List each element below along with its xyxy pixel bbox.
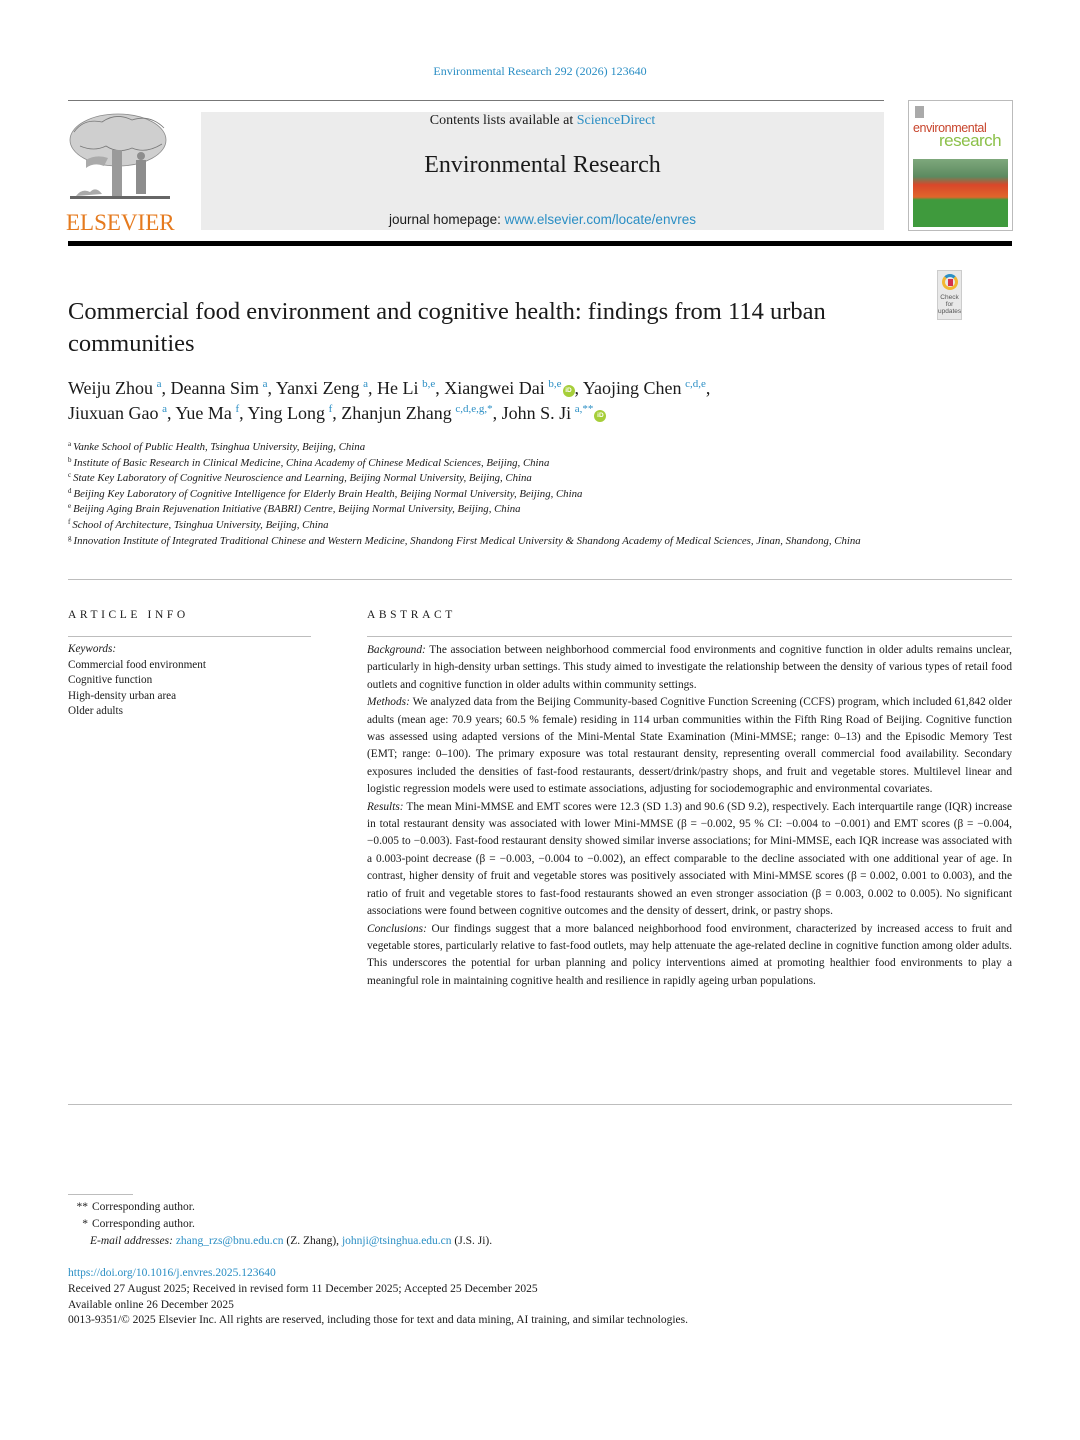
section-text: We analyzed data from the Beijing Community-based Cognitive Function Screening (CCFS) program, which included 61,842 older adults (mean age: 70.9 years; 60.5 % female) residing in 114 urban communities within the Fifth Ring Road of Beijing. Cognitive function was assessed using adapted versions of the Mini-Mental State Examination (Mini-MMSE; range: 0–13) and the Episodic Memory Test (EMT; range: 0–100). The primary exposure was total restaurant density, representing overall commercial food availability. Secondary exposures included the densities of fast-food restaurants, dessert/drink/pastry shops, and fruit and vegetable stores. Multilevel linear and logistic regression models were used to estimate associations, adjusting for sociodemographic and environmental covariates.: [367, 696, 1012, 796]
author[interactable]: [583, 378, 706, 398]
author-name: Jiuxuan Gao: [68, 403, 159, 423]
section-label: Conclusions:: [367, 922, 427, 935]
section-label: Results:: [367, 800, 404, 813]
article-info-heading: ARTICLE INFO: [68, 609, 189, 621]
affiliation-marker[interactable]: a: [156, 378, 162, 390]
check-for-updates-button[interactable]: [937, 270, 962, 320]
author[interactable]: [175, 403, 239, 423]
keywords-block: [68, 642, 313, 720]
doi-link[interactable]: https://doi.org/10.1016/j.envres.2025.123640: [68, 1267, 276, 1279]
affiliation-text: Innovation Institute of Integrated Traditional Chinese and Western Medicine, Shandong First Medical University & Shandong Academy of Medical Sciences, Jinan, Shandong, China: [73, 534, 861, 547]
journal-masthead: [201, 112, 884, 230]
abstract-background: [367, 642, 1012, 694]
section-text: Our findings suggest that a more balanced neighborhood food environment, characterized by increased access to fruit and vegetable stores, particularly relative to fast-food outlets, may help attenuate the age-related decline in cognitive function among older adults. This underscores the potential for urban planning and policy interventions aimed at promoting healthier food environments to play a meaningful role in maintaining cognitive health and resilience in rapidly ageing urban populations.: [367, 922, 1012, 987]
footnote-text: Corresponding author.: [92, 1218, 195, 1230]
contents-prefix: Contents lists available at: [429, 113, 577, 128]
running-head[interactable]: [0, 64, 1080, 79]
journal-homepage-line: [201, 212, 884, 227]
header-thick-rule: [68, 241, 1012, 246]
journal-citation-link[interactable]: Environmental Research 292 (2026) 123640: [433, 64, 647, 78]
author[interactable]: [68, 403, 167, 423]
abstract-results: [367, 799, 1012, 921]
affiliation-item: [68, 534, 888, 550]
affiliation-item: [68, 487, 888, 503]
abstract-heading: ABSTRACT: [367, 609, 456, 621]
article-info-rule: [68, 636, 311, 637]
elsevier-logo[interactable]: [66, 110, 178, 235]
journal-cover-thumbnail[interactable]: [908, 100, 1013, 231]
affiliation-key: b: [68, 455, 72, 464]
cover-image: [913, 159, 1008, 227]
footnote-item: [68, 1199, 968, 1216]
copyright-line: 0013-9351/© 2025 Elsevier Inc. All rights are reserved, including those for text and data mining, AI training, and similar technologies.: [68, 1314, 689, 1327]
affiliation-marker[interactable]: a,**: [574, 403, 594, 415]
author[interactable]: [171, 378, 268, 398]
author[interactable]: [68, 378, 162, 398]
author-name: Xiangwei Dai: [444, 378, 545, 398]
orcid-icon[interactable]: iD: [594, 410, 606, 422]
affiliation-item: [68, 471, 888, 487]
available-online-date: Available online 26 December 2025: [68, 1298, 234, 1311]
author-list: Weiju Zhou $^a$, Deanna Sim $^a$, Yanxi Zeng $^a$, He Li $^{b,e}$, Xiangwei Dai $^{b,e}$iD , Yaojing Chen $^{c,d,e}$, Jiuxuan Gao $^a$, Yue Ma $^f$, Ying Long $^f$, Zhanjun Zhang $^{c,d,e,g,*}$, John S. Ji $^{a,**}$iD: [68, 378, 711, 423]
affiliation-item: [68, 440, 888, 456]
affiliation-key: c: [68, 471, 72, 480]
abstract-conclusions: [367, 921, 1012, 991]
cover-title-line2: research: [939, 131, 1002, 150]
author-name: Yaojing Chen: [582, 378, 682, 398]
abstract-rule: [367, 636, 1012, 637]
author[interactable]: [502, 403, 607, 423]
affiliation-text: Beijing Aging Brain Rejuvenation Initiative (BABRI) Centre, Beijing Normal University, Beijing, China: [73, 503, 521, 516]
affiliation-marker[interactable]: a: [363, 378, 369, 390]
affiliation-marker[interactable]: a: [262, 378, 268, 390]
crossmark-icon: [942, 274, 958, 290]
contents-line: [201, 113, 884, 129]
author[interactable]: [444, 378, 574, 398]
section-label: Methods:: [367, 696, 410, 709]
affiliation-marker[interactable]: f: [328, 403, 333, 415]
affiliation-key: a: [68, 440, 72, 448]
publication-info: [68, 1266, 968, 1329]
keyword-item: Older adults: [68, 705, 123, 718]
journal-title: Environmental Research: [424, 152, 661, 178]
elsevier-tree-icon: [66, 110, 174, 206]
author-name: Yue Ma: [175, 403, 232, 423]
author-name: John S. Ji: [501, 403, 572, 423]
author-name: Deanna Sim: [170, 378, 260, 398]
footnote-mark: *: [82, 1218, 88, 1230]
section-label: Background:: [367, 644, 426, 656]
affiliation-marker[interactable]: a: [162, 403, 167, 415]
article-title: Commercial food environment and cognitive health: findings from 114 urban communities: [68, 298, 826, 357]
footnote-text: Corresponding author.: [92, 1201, 195, 1213]
affiliation-marker[interactable]: b,e: [548, 378, 562, 390]
author-name: Yanxi Zeng: [275, 378, 360, 398]
affiliation-item: [68, 456, 888, 472]
affiliation-key: g: [68, 533, 72, 542]
author-name: He Li: [377, 378, 419, 398]
author-name: Zhanjun Zhang: [341, 403, 452, 423]
affiliation-item: [68, 518, 888, 534]
affiliation-marker[interactable]: b,e: [422, 378, 436, 390]
affiliation-key: e: [68, 502, 72, 511]
orcid-icon[interactable]: iD: [563, 385, 575, 397]
keyword-item: Commercial food environment: [68, 658, 206, 671]
email-owner: (J.S. Ji).: [451, 1235, 493, 1247]
footnote-item: [68, 1216, 968, 1233]
email-label: E-mail addresses:: [90, 1235, 173, 1247]
author[interactable]: [377, 378, 435, 398]
abstract-end-rule: [68, 1104, 1012, 1105]
homepage-prefix: journal homepage:: [389, 212, 505, 227]
author[interactable]: [247, 403, 332, 423]
keyword-item: Cognitive function: [68, 674, 153, 687]
section-text: The mean Mini-MMSE and EMT scores were 12.3 (SD 1.3) and 90.6 (SD 9.2), respectively. Each interquartile range (IQR) increase in total restaurant density was associated with lower Mini-MMSE (β = −0.002, 95 % CI: −0.004 to −0.001) and EMT scores (β = −0.004, −0.005 to −0.003). Fast-food restaurant density showed similar inverse associations; for Mini-MMSE, each IQR increase was associated with a 0.003-point decrease (β = −0.003, −0.004 to −0.002), an effect comparable to the decline associated with one additional year of age. In contrast, higher density of fruit and vegetable stores was positively associated with Mini-MMSE scores (β = 0.002, 0.001 to 0.003), and the ratio of fruit and vegetable stores to fast-food restaurants showed an even stronger association (β = 0.003, 0.002 to 0.005). No significant associations were found between cognitive outcomes and the density of dessert, drink, or pastry shops.: [367, 800, 1012, 918]
email-owner: (Z. Zhang),: [283, 1235, 342, 1247]
elsevier-wordmark: ELSEVIER: [66, 210, 175, 235]
journal-homepage-link[interactable]: www.elsevier.com/locate/envres: [504, 212, 696, 227]
affiliation-text: State Key Laboratory of Cognitive Neuroscience and Learning, Beijing Normal University, Beijing, China: [73, 472, 532, 485]
affiliation-marker[interactable]: f: [235, 403, 240, 415]
header-top-rule: [68, 100, 884, 101]
section-text: The association between neighborhood commercial food environments and cognitive function in older adults remains unclear, particularly in high-density urban settings. This study aimed to investigate the relationship between the density of various types of retail food outlets and cognitive function in older adults within community settings.: [367, 644, 1012, 691]
author-name: Ying Long: [247, 403, 325, 423]
affiliation-text: Institute of Basic Research in Clinical Medicine, China Academy of Chinese Medical Sciences, Beijing, China: [73, 456, 550, 469]
keywords-label: Keywords:: [68, 643, 117, 655]
email-link-zhang[interactable]: zhang_rzs@bnu.edu.cn: [175, 1235, 284, 1247]
affiliation-marker[interactable]: c,d,e,g,*: [455, 403, 493, 415]
history-dates: Received 27 August 2025; Received in revised form 11 December 2025; Accepted 25 December 2025: [68, 1282, 538, 1295]
author-name: Weiju Zhou: [68, 378, 154, 398]
cover-title-line1: environmental: [913, 121, 987, 135]
abstract-methods: [367, 694, 1012, 798]
affiliation-key: d: [68, 486, 72, 495]
author[interactable]: [341, 403, 492, 423]
check-for-updates-label: Check for updates: [938, 294, 962, 315]
footnotes: [68, 1199, 968, 1250]
email-link-ji[interactable]: johnji@tsinghua.edu.cn: [341, 1235, 452, 1247]
affiliation-text: Beijing Key Laboratory of Cognitive Intelligence for Elderly Brain Health, Beijing Normal University, Beijing, China: [73, 487, 583, 500]
cover-publisher-mark: [915, 106, 924, 118]
affiliation-text: School of Architecture, Tsinghua University, Beijing, China: [72, 518, 329, 531]
footnote-mark: **: [76, 1201, 88, 1213]
email-addresses: [68, 1233, 968, 1250]
affiliation-item: [68, 502, 888, 518]
affiliation-text: Vanke School of Public Health, Tsinghua University, Beijing, China: [73, 441, 366, 453]
author[interactable]: [276, 378, 368, 398]
abstract-body: [367, 642, 1012, 990]
keyword-item: High-density urban area: [68, 689, 177, 702]
affiliation-key: f: [68, 517, 71, 526]
sciencedirect-link[interactable]: ScienceDirect: [576, 113, 656, 128]
affiliation-list: [68, 440, 888, 549]
affiliation-marker[interactable]: c,d,e: [685, 378, 706, 390]
footnote-rule: [68, 1194, 133, 1195]
section-divider: [68, 579, 1012, 580]
